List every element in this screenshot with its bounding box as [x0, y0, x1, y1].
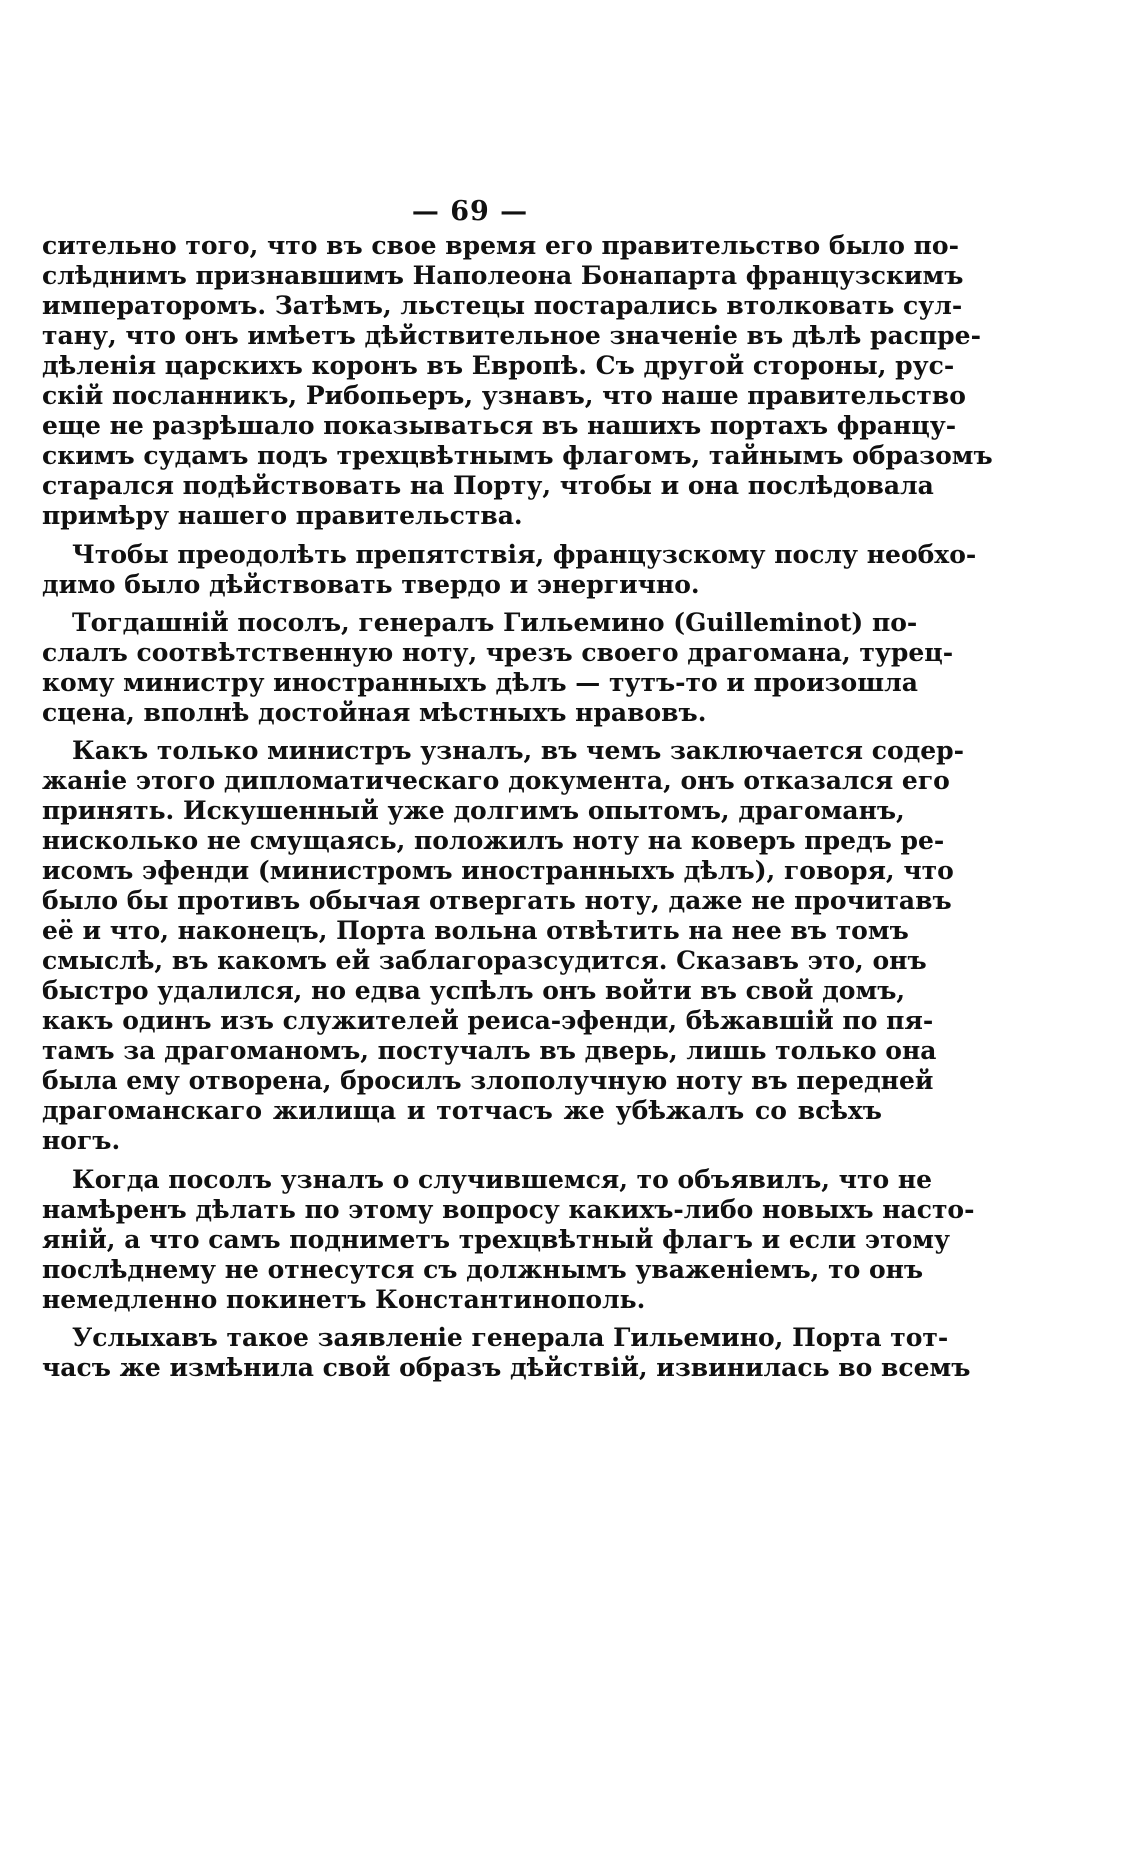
text-line: намѣренъ дѣлать по этому вопросу какихъ-либо новыхъ насто-: [42, 1194, 975, 1224]
text-line: императоромъ. Затѣмъ, льстецы постарались втолковать сул-: [42, 291, 963, 321]
text-line: её и что, наконецъ, Порта вольна отвѣтить на нее въ томъ: [42, 916, 909, 946]
text-line: Тогдашній посолъ, генералъ Гильемино (Guilleminot) по-: [72, 607, 918, 637]
text-line: димо было дѣйствовать твердо и энергично.: [42, 569, 700, 599]
text-line: принять. Искушенный уже долгимъ опытомъ, драгоманъ,: [42, 795, 905, 825]
text-line: Когда посолъ узналъ о случившемся, то объявилъ, что не: [72, 1164, 933, 1194]
text-line: ногъ.: [42, 1126, 121, 1156]
text-line: старался подѣйствовать на Порту, чтобы и она послѣдовала: [42, 471, 934, 501]
text-line: Какъ только министръ узналъ, въ чемъ заключается содер-: [72, 735, 965, 765]
text-line: драгоманскаго жилища и тотчасъ же убѣжалъ со всѣхъ: [42, 1096, 882, 1126]
text-line: нисколько не смущаясь, положилъ ноту на коверъ предъ ре-: [42, 825, 945, 855]
text-line: еще не разрѣшало показываться въ нашихъ портахъ францу-: [42, 411, 957, 441]
text-line: кому министру иностранныхъ дѣлъ — тутъ-то и произошла: [42, 667, 918, 697]
text-line: послѣднему не отнесутся съ должнымъ уваженіемъ, то онъ: [42, 1254, 924, 1284]
text-line: жаніе этого дипломатическаго документа, онъ отказался его: [42, 765, 950, 795]
text-line: Чтобы преодолѣть препятствія, французскому послу необхо-: [72, 539, 977, 569]
text-line: немедленно покинетъ Константинополь.: [42, 1284, 646, 1314]
text-line: Услыхавъ такое заявленіе генерала Гильемино, Порта тот-: [72, 1322, 949, 1352]
text-line: тамъ за драгоманомъ, постучалъ въ дверь, лишь только она: [42, 1036, 937, 1066]
text-line: скимъ судамъ подъ трехцвѣтнымъ флагомъ, тайнымъ образомъ: [42, 441, 993, 471]
text-line: какъ одинъ изъ служителей реиса-эфенди, бѣжавшій по пя-: [42, 1006, 934, 1036]
text-line: смыслѣ, въ какомъ ей заблагоразсудится. Сказавъ это, онъ: [42, 946, 927, 976]
text-line: слѣднимъ признавшимъ Наполеона Бонапарта французскимъ: [42, 261, 964, 291]
text-line: дѣленія царскихъ коронъ въ Европѣ. Съ другой стороны, рус-: [42, 351, 955, 381]
text-line: слалъ соотвѣтственную ноту, чрезъ своего драгомана, турец-: [42, 637, 954, 667]
text-line: часъ же измѣнила свой образъ дѣйствій, извинилась во всемъ: [42, 1352, 971, 1382]
text-line: скій посланникъ, Рибопьеръ, узнавъ, что наше правительство: [42, 381, 966, 411]
text-line: сцена, вполнѣ достойная мѣстныхъ нравовъ.: [42, 697, 707, 727]
text-line: исомъ эфенди (министромъ иностранныхъ дѣлъ), говоря, что: [42, 856, 954, 885]
text-line: примѣру нашего правительства.: [42, 501, 523, 531]
text-line: была ему отворена, бросилъ злополучную ноту въ передней: [42, 1066, 934, 1096]
text-line: сительно того, что въ свое время его правительство было по-: [42, 231, 959, 260]
text-line: тану, что онъ имѣетъ дѣйствительное значеніе въ дѣлѣ распре-: [42, 321, 981, 351]
text-line: быстро удалился, но едва успѣлъ онъ войти въ свой домъ,: [42, 976, 906, 1006]
text-line: было бы противъ обычая отвергать ноту, даже не прочитавъ: [42, 886, 952, 916]
text-line: яній, а что самъ подниметъ трехцвѣтный флагъ и если этому: [42, 1224, 950, 1254]
page-number: — 69 —: [411, 196, 529, 227]
